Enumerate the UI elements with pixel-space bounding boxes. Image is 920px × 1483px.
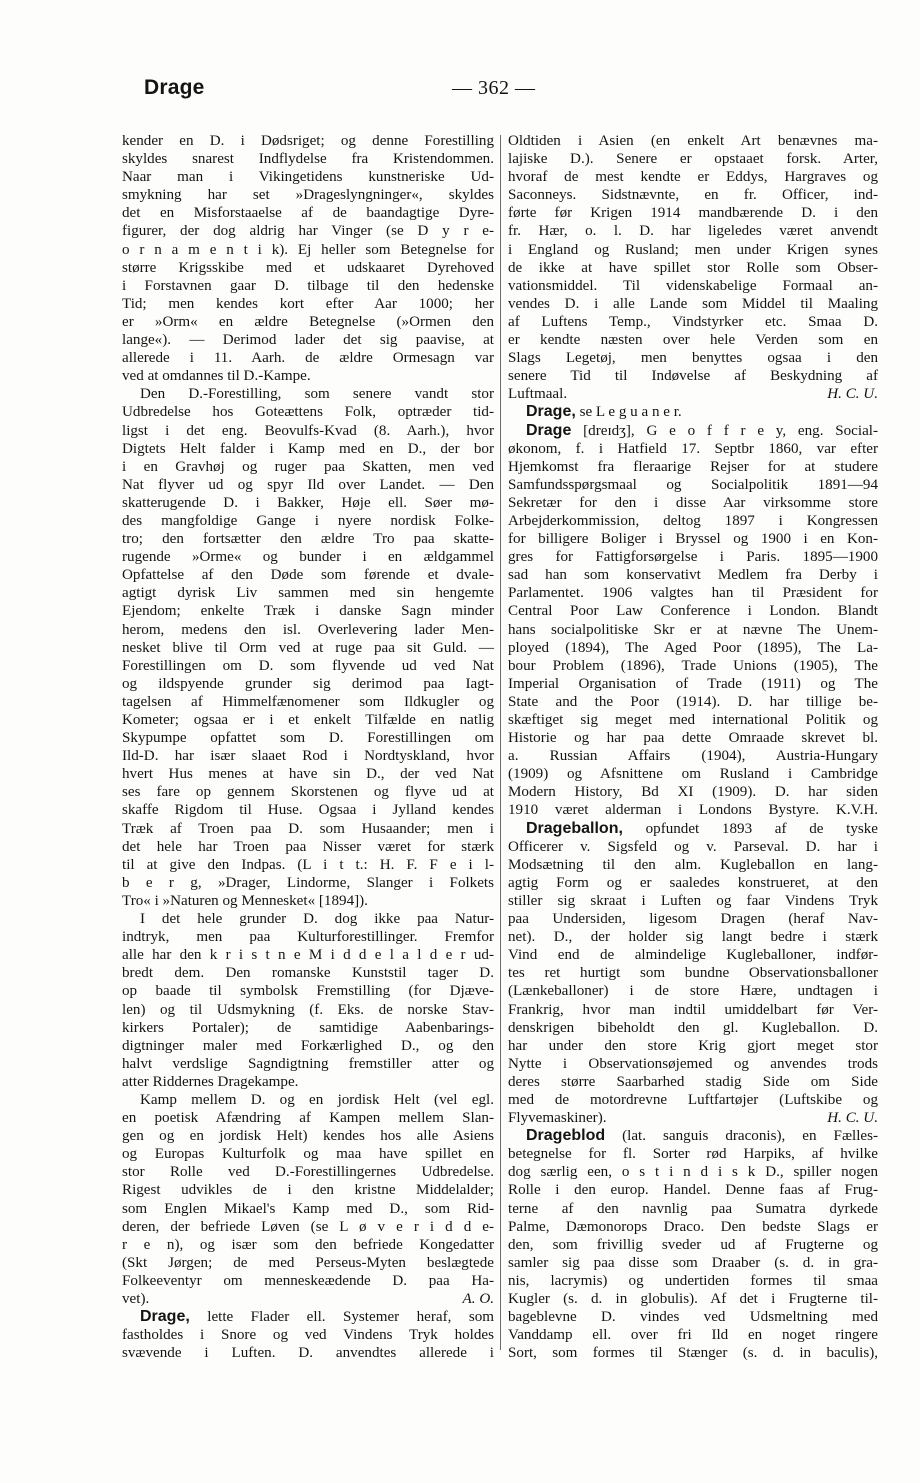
line-text: Officerer v. Sigsfeld og v. Parseval. D. har i <box>508 838 878 855</box>
text-line <box>508 331 878 349</box>
text-line <box>122 1145 494 1163</box>
line-text: deres større Saarbarhed stadig Side om Side <box>508 1073 878 1090</box>
entry-line <box>508 820 878 838</box>
line-text: denskrigen bibeholdt den gl. Kugleballon. D. <box>508 1019 878 1036</box>
text-line <box>122 1254 494 1272</box>
text-line <box>508 1019 878 1037</box>
text-line <box>122 1091 494 1109</box>
line-text: Den D.-Forestilling, som senere vandt stor <box>140 386 494 403</box>
text-line <box>508 1109 878 1127</box>
line-text: alle har den k r i s t n e M i d d e l a l d e r ud- <box>122 947 494 964</box>
line-text: har under den store Krig gjort meget stor <box>508 1037 878 1054</box>
text-line <box>508 838 878 856</box>
line-text: samler sig paa disse som Draaber (s. d. in gra- <box>508 1254 878 1271</box>
line-text: (1909) og Afsnittene om Rusland i Cambridge <box>508 766 878 783</box>
text-line <box>508 259 878 277</box>
line-text: [dreɪdʒ], G e o f f r e y, eng. Social- <box>583 422 878 439</box>
line-text: gres for Fattigforsørgelse i Paris. 1895—1900 <box>508 549 878 566</box>
line-text: 1910 været alderman i Londons Bystyre. K.V.H. <box>508 802 878 819</box>
text-line <box>122 530 494 548</box>
text-line <box>122 602 494 620</box>
line-text: Parlamentet. 1906 valgtes han til Præsident for <box>508 585 878 602</box>
text-line <box>122 277 494 295</box>
text-line <box>508 928 878 946</box>
text-line <box>122 639 494 657</box>
text-line <box>122 621 494 639</box>
line-text: skæftiget sig meget med international Politik og <box>508 712 878 728</box>
text-line <box>122 367 494 385</box>
line-text: Saconneys. Sidstnævnte, en fr. Officer, ind- <box>508 187 878 204</box>
text-line <box>122 838 494 856</box>
line-text: Modern History, Bd XI (1909). D. har siden <box>508 784 878 801</box>
entry-line <box>508 1127 878 1145</box>
text-line <box>122 964 494 982</box>
text-line <box>508 1037 878 1055</box>
text-line <box>508 440 878 458</box>
line-text: Forestillingen om D. som flyvende ud ved Nat <box>122 657 494 674</box>
line-text: I det hele grunder D. dog ikke paa Natur- <box>140 911 494 928</box>
line-text: tro; den fortsætter den ældre Tro paa skatte- <box>122 531 494 548</box>
text-line <box>508 801 878 819</box>
text-line <box>122 946 494 964</box>
text-line <box>508 1218 878 1236</box>
line-text: den, som frivillig sveder ud af Frugterne og <box>508 1236 878 1253</box>
line-text: og ildspyende grunder sig derimod paa Iagt- <box>122 675 494 692</box>
page-number: — 362 — <box>452 77 536 99</box>
text-line <box>122 422 494 440</box>
line-text: op baade til symbolsk Fremstilling (for Djæve- <box>122 983 494 1000</box>
line-text: Rolle i den europ. Handel. Denne faas af Frug- <box>508 1182 878 1199</box>
text-line <box>508 639 878 657</box>
column-divider <box>500 135 501 1350</box>
line-text: kirkers Portaler); de samtidige Aabenbarings- <box>122 1019 494 1036</box>
text-line <box>122 584 494 602</box>
text-line <box>122 331 494 349</box>
text-line <box>122 910 494 928</box>
line-text: lette Flader ell. Systemer heraf, som <box>207 1309 494 1326</box>
text-line <box>508 1308 878 1326</box>
text-line <box>508 675 878 693</box>
text-line <box>508 1254 878 1272</box>
line-text: fr. Hær, o. l. D. har ligeledes været anvendt <box>508 223 878 240</box>
text-line <box>122 349 494 367</box>
line-text: rugende »Orme« og bunder i en ældgammel <box>122 549 494 566</box>
entry-headword: Drageblod <box>526 1127 606 1145</box>
line-text: gen og en jordisk Helt) kendes hos alle Asiens <box>122 1128 494 1145</box>
text-line <box>508 458 878 476</box>
text-line <box>122 150 494 168</box>
text-line <box>508 222 878 240</box>
line-text: Kamp mellem D. og en jordisk Helt (vel egl. <box>140 1091 494 1108</box>
text-line <box>122 657 494 675</box>
text-line <box>508 946 878 964</box>
line-text: nis, lacrymis) og undertiden formes til smaa <box>508 1272 878 1289</box>
line-text: a. Russian Affairs (1904), Austria-Hungary <box>508 748 878 765</box>
text-line <box>122 295 494 313</box>
line-text: med de motordrevne Luftfartøjer (Luftskibe og <box>508 1091 878 1108</box>
line-text: som Englen Mikael's Kamp med D., som Rid- <box>122 1200 494 1217</box>
text-line <box>508 964 878 982</box>
text-line <box>508 1145 878 1163</box>
text-line <box>122 892 494 910</box>
text-line <box>122 765 494 783</box>
text-line <box>508 241 878 259</box>
text-line <box>508 186 878 204</box>
text-line <box>508 1055 878 1073</box>
text-line <box>122 1218 494 1236</box>
text-line <box>508 910 878 928</box>
line-text: betegnelse for fl. Sorter rød Harpiks, af hvilke <box>508 1146 878 1163</box>
line-text: allerede i 11. Aarh. de ældre Ormesagn var <box>122 350 494 367</box>
line-text: tagelsen af Himmelfænomener som Ildkugler og <box>122 693 494 710</box>
text-line <box>122 458 494 476</box>
line-text: Opfattelse af den Døde som førende et dvale- <box>122 567 494 584</box>
text-line <box>508 132 878 150</box>
text-line <box>122 1163 494 1181</box>
text-line <box>508 1001 878 1019</box>
line-text: Sort, som formes til Stænger (s. d. in baculis), <box>508 1345 878 1362</box>
line-text: lange«). — Derimod lader det sig paavise, at <box>122 332 494 349</box>
line-text: hans socialpolitiske Skr er at nævne The Unem- <box>508 621 878 638</box>
text-line <box>508 150 878 168</box>
line-text: vationsmiddel. Til videnskabelige Formaal an- <box>508 277 878 294</box>
text-line <box>508 530 878 548</box>
text-line <box>508 295 878 313</box>
text-line <box>508 711 878 729</box>
line-text: (Skt Jørgen; de med Perseus-Myten beslægtede <box>122 1254 494 1271</box>
line-text: Arbejderkommission, deltog 1897 i Kongressen <box>508 512 878 529</box>
text-line <box>508 1272 878 1290</box>
text-line <box>122 440 494 458</box>
line-text: Frankrig, hvor man indtil umiddelbart før Ver- <box>508 1001 878 1018</box>
line-text: Kugler (s. d. in globulis). Af det i Frugterne til- <box>508 1291 878 1307</box>
line-text: de ikke at have spillet stor Rolle som Obser- <box>508 259 878 276</box>
text-line <box>122 1200 494 1218</box>
entry-headword: Drageballon, <box>526 819 623 837</box>
line-text: Naar man i Vikingetidens kunstneriske Ud- <box>122 169 494 186</box>
text-line <box>122 693 494 711</box>
line-text: Kometer; ogsaa er i et enkelt Tilfælde en natlig <box>122 712 494 728</box>
text-line <box>508 548 878 566</box>
line-text: ses fare op gennem Skorstenen og flyve ud at <box>122 784 494 801</box>
text-line <box>122 1344 494 1362</box>
text-line <box>508 1344 878 1362</box>
line-text: agtig Form og er saaledes konstrueret, at den <box>508 874 878 891</box>
line-text: Digtets Helt falder i Kamp med en D., der bor <box>122 440 494 457</box>
line-text: Samfundsspørgsmaal og Socialpolitik 1891—94 <box>508 476 878 493</box>
line-text: hvoraf de mest kendte er Eddys, Hargraves og <box>508 169 878 186</box>
text-line <box>508 204 878 222</box>
text-line <box>508 1236 878 1254</box>
line-text: Palme, Dæmonorops Draco. Den bedste Slags er <box>508 1218 878 1235</box>
line-text: indtryk, men paa Kulturforestillinger. Fremfor <box>122 929 494 946</box>
text-line <box>122 928 494 946</box>
text-line <box>508 621 878 639</box>
text-line <box>508 747 878 765</box>
line-text: len) og til Udsmykning (f. Eks. de norske Stav- <box>122 1001 494 1018</box>
text-line <box>122 512 494 530</box>
text-line <box>122 729 494 747</box>
left-column <box>122 132 494 1362</box>
text-line <box>122 476 494 494</box>
text-line <box>122 801 494 819</box>
text-line <box>122 1109 494 1127</box>
line-text: Imperial Organisation of Trade (1911) og The <box>508 675 878 692</box>
line-text: Modsætning til den alm. Kugleballon en lang- <box>508 856 878 873</box>
text-line <box>508 874 878 892</box>
text-line <box>122 548 494 566</box>
line-text: bredt dem. Den romanske Kunststil tager D. <box>122 965 494 982</box>
line-text: b e r g, »Drager, Lindorme, Slanger i Folkets <box>122 874 494 891</box>
entry-headword: Drage, <box>526 403 576 421</box>
line-text: økonom, f. i Hatfield 17. Septbr 1860, var efter <box>508 440 878 457</box>
line-text: Vind end de almindelige Kugleballoner, indfør- <box>508 947 878 964</box>
line-text: Sekretær for den i disse Aar virksomme store <box>508 494 878 511</box>
text-line <box>508 1181 878 1199</box>
line-text: skatterugende D. i Bakker, Høje ell. Søer mø- <box>122 494 494 511</box>
line-text: o r n a m e n t i k). Ej heller som Betegnelse for <box>122 241 494 258</box>
line-text: atter Riddernes Dragekampe. <box>122 1073 299 1090</box>
line-text: ved at omdannes til D.-Kampe. <box>122 368 311 385</box>
text-line <box>122 1019 494 1037</box>
text-line <box>122 1236 494 1254</box>
line-text: Folkeeventyr om menneskeædende D. paa Ha- <box>122 1272 494 1289</box>
author-signature: H. C. U. <box>827 1110 878 1127</box>
line-text: ligst i det eng. Beovulfs-Kvad (8. Aarh.), hvor <box>122 422 494 439</box>
line-text: er »Orm« en ældre Betegnelse (»Ormen den <box>122 313 494 330</box>
line-text: opfundet 1893 af de tyske <box>645 820 878 837</box>
line-text: fastholdes i Snore og ved Vindens Tryk holdes <box>122 1327 494 1344</box>
line-text: sad han som konservativt Medlem fra Derby i <box>508 567 878 584</box>
line-text: bour Problem (1896), Trade Unions (1905), The <box>508 657 878 674</box>
entry-line <box>122 1308 494 1326</box>
line-text: Tid; men kendes kort efter Aar 1000; her <box>122 295 494 312</box>
line-text: af Luftens Temp., Vindstyrker etc. Smaa D. <box>508 313 878 330</box>
line-text: stor Rolle ved D.-Forestillingernes Udbredelse. <box>122 1164 494 1181</box>
right-column <box>508 132 878 1362</box>
text-line <box>122 1127 494 1145</box>
text-line <box>508 982 878 1000</box>
line-text: des mangfoldige Gange i nyere nordisk Folke- <box>122 512 494 529</box>
text-line <box>122 982 494 1000</box>
text-line <box>508 476 878 494</box>
line-text: Ejendom; enkelte Træk i danske Sagn minder <box>122 603 494 620</box>
line-text: det hele har Troen paa Nisser været for stærk <box>122 838 494 855</box>
line-text: agtigt dyrisk Liv sammen med sin hengemte <box>122 585 494 602</box>
text-line <box>508 494 878 512</box>
text-line <box>508 693 878 711</box>
line-text: i Forstavnen gaar D. tilbage til den hedenske <box>122 277 494 294</box>
line-text: stiller sig skraat i Luften og faar Vindens Tryk <box>508 892 878 909</box>
line-text: vendes D. i alle Lande som Middel til Maaling <box>508 295 878 312</box>
text-line <box>508 1163 878 1181</box>
text-line <box>508 657 878 675</box>
line-text: (Lænkeballoner) i de store Hære, undtagen i <box>508 983 878 1000</box>
author-signature: H. C. U. <box>827 386 878 403</box>
entry-line <box>508 403 878 421</box>
line-text: figurer, der dog aldrig har Vinger (se D y r e- <box>122 223 494 240</box>
line-text: Luftmaal. <box>508 386 568 403</box>
text-line <box>122 711 494 729</box>
text-line <box>508 892 878 910</box>
text-line <box>122 241 494 259</box>
line-text: digtninger maler med Forkærlighed D., og den <box>122 1037 494 1054</box>
text-line <box>122 168 494 186</box>
text-line <box>508 602 878 620</box>
line-text: herom, medens den isl. Overlevering lader Men- <box>122 621 494 638</box>
author-signature: A. O. <box>462 1291 494 1307</box>
text-line <box>122 132 494 150</box>
line-text: dog særlig een, o s t i n d i s k D., spiller nogen <box>508 1164 878 1181</box>
line-text: svævende i Luften. D. anvendtes allerede i <box>122 1345 494 1362</box>
line-text: Nat flyver ud og spyr Ild over Landet. — Den <box>122 476 494 493</box>
line-text: Udbredelse hos Goteættens Folk, optræder tid- <box>122 404 494 421</box>
line-text: og Europas Kulturfolk og maa have spillet en <box>122 1146 494 1163</box>
line-text: skaffe Rigdom til Huse. Ogsaa i Jylland kendes <box>122 802 494 819</box>
line-text: Vanddamp ell. over fri Ild en noget ringere <box>508 1327 878 1344</box>
text-line <box>508 1091 878 1109</box>
text-line <box>122 1181 494 1199</box>
entry-line <box>508 422 878 440</box>
text-line <box>508 584 878 602</box>
running-headword: Drage <box>144 76 205 99</box>
text-line <box>122 1037 494 1055</box>
text-line <box>508 385 878 403</box>
text-line <box>508 783 878 801</box>
text-line <box>122 204 494 222</box>
line-text: skyldes snarest Indflydelse fra Kristendommen. <box>122 151 494 168</box>
text-line <box>508 729 878 747</box>
line-text: for billigere Boliger i Bryssel og 1900 i en Kon- <box>508 531 878 548</box>
line-text: i England og Rusland; men under Krigen synes <box>508 241 878 258</box>
text-line <box>122 1001 494 1019</box>
text-line <box>122 1055 494 1073</box>
text-line <box>508 168 878 186</box>
text-line <box>508 367 878 385</box>
line-text: smykning har set »Drageslyngninger«, skyldes <box>122 187 494 204</box>
line-text: Tro« i »Naturen og Mennesket« [1894]). <box>122 892 368 909</box>
text-line <box>122 385 494 403</box>
line-text: Flyvemaskiner). <box>508 1110 607 1127</box>
line-text: er kendte næsten over hele Verden som en <box>508 332 878 349</box>
line-text: senere Tid til Indøvelse af Beskydning af <box>508 368 878 385</box>
line-text: r e n), og især som den befriede Kongedatter <box>122 1236 494 1253</box>
line-text: Ild-D. har især slaaet Rod i Nordtyskland, hvor <box>122 748 494 765</box>
text-line <box>122 820 494 838</box>
text-line <box>122 494 494 512</box>
line-text: Træk af Troen paa D. som Husaander; men i <box>122 820 494 837</box>
line-text: bageblevne D. vindes ved Udsmeltning med <box>508 1309 878 1326</box>
entry-headword: Drage, <box>140 1308 190 1326</box>
text-line <box>508 512 878 530</box>
line-text: Slags Legetøj, men benyttes ogsaa i den <box>508 350 878 367</box>
line-text: større Krigsskibe med et udskaaret Dyrehoved <box>122 259 494 276</box>
text-line <box>508 1290 878 1308</box>
text-line <box>122 783 494 801</box>
line-text: terne af den navnlig paa Sumatra dyrkede <box>508 1200 878 1217</box>
line-text: lajiske D.). Senere er opstaaet forsk. Arter, <box>508 151 878 168</box>
line-text: Oldtiden i Asien (en enkelt Art benævnes ma- <box>508 133 878 149</box>
line-text: Skypumpe opfattet som D. Forestillingen om <box>122 730 494 747</box>
text-line <box>122 1073 494 1091</box>
line-text: se L e g u a n e r. <box>579 404 682 421</box>
line-text: en poetisk Afændring af Kampen mellem Slan- <box>122 1110 494 1127</box>
line-text: nesket blive til Orm ved at ruge paa sit Guld. — <box>122 639 494 656</box>
line-text: Central Poor Law Conference i London. Blandt <box>508 603 878 620</box>
text-line <box>122 1272 494 1290</box>
text-line <box>122 222 494 240</box>
line-text: halvt verdslige Sagndigtning fremstiller atter og <box>122 1055 494 1072</box>
text-line <box>508 349 878 367</box>
line-text: ployed (1894), The Aged Poor (1895), The La- <box>508 639 878 656</box>
line-text: Rigest udvikles de i den kristne Middelalder; <box>122 1182 494 1199</box>
line-text: (lat. sanguis draconis), en Fælles- <box>622 1128 878 1145</box>
line-text: til at give den Indpas. (L i t t.: H. F. F e i l- <box>122 856 494 873</box>
line-text: vet). <box>122 1291 150 1307</box>
line-text: tes ret hurtigt som bundne Observationsballoner <box>508 965 878 982</box>
text-line <box>122 1290 494 1308</box>
text-line <box>508 856 878 874</box>
text-line <box>508 313 878 331</box>
text-line <box>122 856 494 874</box>
text-line <box>508 1326 878 1344</box>
line-text: deren, der befriede Løven (se L ø v e r i d d e- <box>122 1218 494 1235</box>
text-line <box>508 1073 878 1091</box>
text-line <box>508 566 878 584</box>
text-line <box>122 259 494 277</box>
line-text: State and the Poor (1914). D. har tillige be- <box>508 693 878 710</box>
line-text: Nytte i Observationsøjemed og anvendes trods <box>508 1055 878 1072</box>
line-text: det en Misforstaaelse af de baandagtige Dyre- <box>122 205 494 222</box>
text-line <box>122 313 494 331</box>
text-line <box>122 1326 494 1344</box>
text-line <box>508 277 878 295</box>
line-text: Historie og har paa dette Omraade skrevet bl. <box>508 730 878 747</box>
text-line <box>122 566 494 584</box>
text-line <box>508 765 878 783</box>
entry-headword: Drage <box>526 421 572 439</box>
line-text: paa Undersiden, ligesom Dragen (heraf Nav- <box>508 911 878 928</box>
line-text: førte før Krigen 1914 mandbærende D. i den <box>508 205 878 222</box>
text-line <box>122 675 494 693</box>
line-text: kender en D. i Dødsriget; og denne Forestilling <box>122 133 494 149</box>
text-line <box>122 874 494 892</box>
text-line <box>122 186 494 204</box>
text-line <box>122 747 494 765</box>
line-text: net). D., der holder sig langt bedre i stærk <box>508 929 878 946</box>
text-line <box>508 1200 878 1218</box>
line-text: i en Gravhøj og ruger paa Skatten, men ved <box>122 458 494 475</box>
line-text: hvert Hus menes at have sin D., der ved Nat <box>122 766 494 783</box>
text-line <box>122 403 494 421</box>
line-text: Hjemkomst fra fleraarige Rejser for at studere <box>508 458 878 475</box>
